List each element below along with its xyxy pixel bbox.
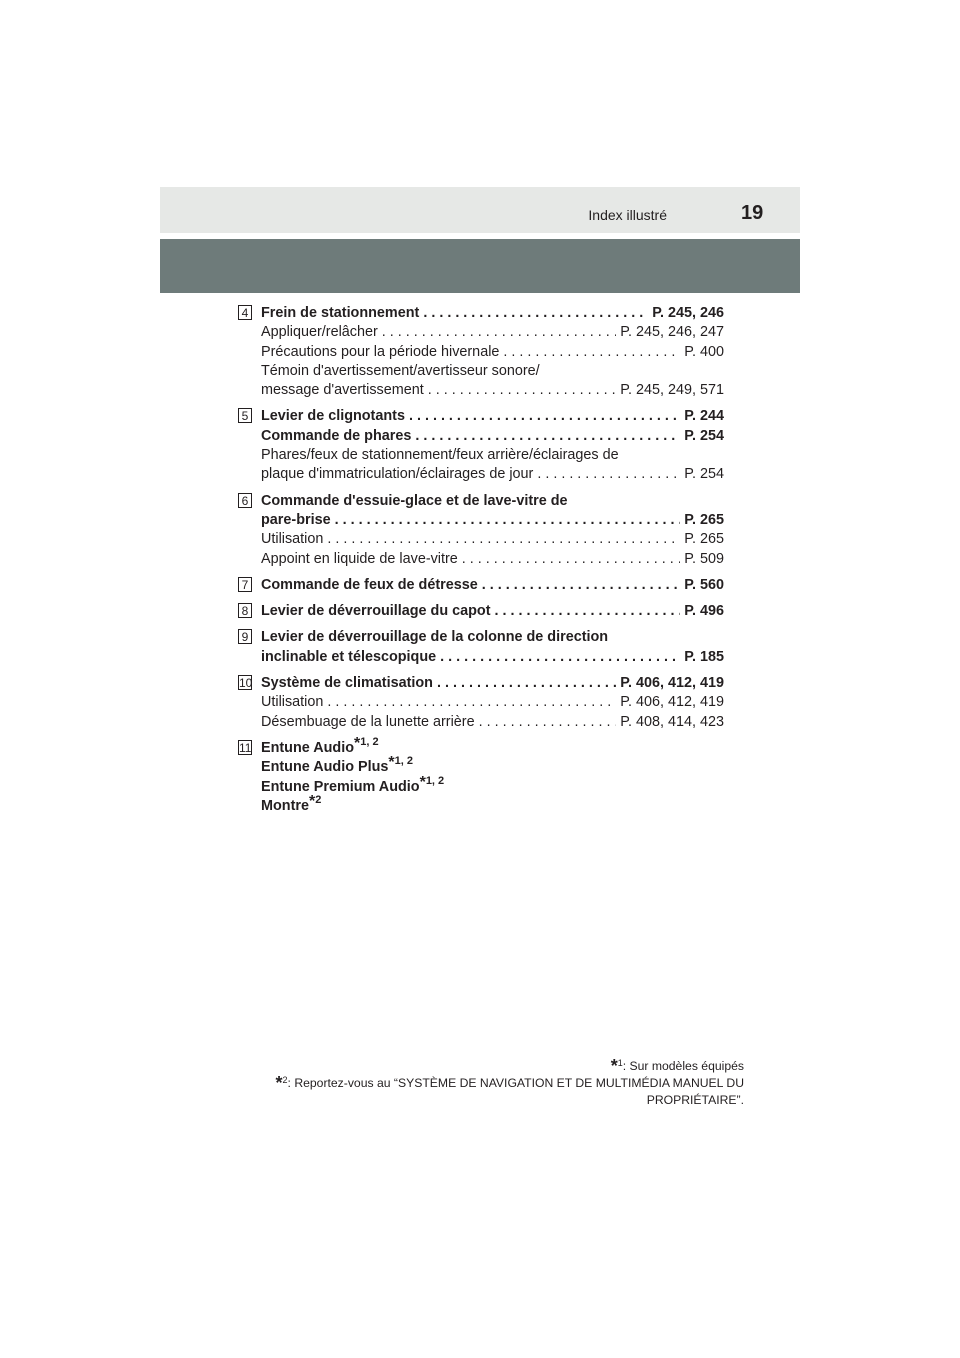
asterisk: * xyxy=(388,754,395,772)
index-label: plaque d'immatriculation/éclairages de jour xyxy=(261,466,534,483)
index-line xyxy=(261,427,724,446)
footnote-1 xyxy=(184,1058,744,1075)
index-line xyxy=(261,530,724,549)
audio-item-label: Entune Audio Plus xyxy=(261,759,389,776)
leader-dots xyxy=(335,511,681,530)
index-label: Levier de déverrouillage du capot xyxy=(261,603,491,620)
page-number: 19 xyxy=(741,202,764,224)
footnote-ref: 1, 2 xyxy=(425,774,445,787)
entry-number-badge: 10 xyxy=(239,676,253,691)
page-reference: P. 244 xyxy=(684,408,724,425)
audio-item xyxy=(261,792,724,816)
leader-dots xyxy=(482,576,681,595)
leader-dots xyxy=(479,713,617,732)
footnote-index: 2 xyxy=(282,1075,288,1085)
footnote-ref: 2 xyxy=(315,793,322,806)
footnote-asterisk: * xyxy=(610,1056,618,1076)
footnote-2 xyxy=(184,1075,744,1109)
asterisk: * xyxy=(419,773,426,791)
index-line xyxy=(261,465,724,484)
entry-number-badge: 7 xyxy=(238,577,252,592)
footnote-marker xyxy=(354,735,379,752)
leader-dots xyxy=(462,550,680,569)
page-reference: P. 400 xyxy=(684,343,724,360)
leader-dots xyxy=(382,323,616,342)
audio-item xyxy=(261,734,724,758)
leader-dots xyxy=(423,304,648,323)
page-reference: P. 496 xyxy=(684,603,724,620)
index-line xyxy=(261,674,724,693)
index-entry xyxy=(238,576,724,595)
index-line xyxy=(261,693,724,712)
leader-dots xyxy=(495,602,681,621)
index-line xyxy=(261,407,724,426)
section-title: Index illustré xyxy=(588,207,667,223)
index-line xyxy=(261,648,724,667)
index-line xyxy=(261,576,724,595)
index-label: Désembuage de la lunette arrière xyxy=(261,713,475,730)
index-label: pare-brise xyxy=(261,511,331,528)
section-banner xyxy=(160,239,800,293)
index-label: inclinable et télescopique xyxy=(261,648,437,665)
footnote-ref: 1, 2 xyxy=(394,755,413,768)
page-reference: P. 408, 414, 423 xyxy=(620,713,724,730)
leader-dots xyxy=(437,674,616,693)
index-entry xyxy=(238,407,724,484)
leader-dots xyxy=(409,407,680,426)
index-label: Appoint en liquide de lave-vitre xyxy=(261,550,458,567)
page-reference: P. 185 xyxy=(684,648,724,665)
index-entry xyxy=(238,628,724,667)
entry-number-badge: 9 xyxy=(238,629,252,644)
asterisk: * xyxy=(308,792,316,810)
audio-item-label: Montre xyxy=(261,797,309,814)
leader-dots xyxy=(327,693,616,712)
entry-number-badge: 6 xyxy=(238,493,252,508)
index-label: Commande de phares xyxy=(261,427,412,444)
index-label: Appliquer/relâcher xyxy=(261,324,378,341)
index-line xyxy=(261,304,724,323)
asterisk: * xyxy=(354,734,361,752)
page-reference: P. 254 xyxy=(684,427,724,444)
index-label: Frein de stationnement xyxy=(261,305,420,321)
leader-dots xyxy=(428,381,617,400)
page-reference: P. 265 xyxy=(684,511,724,528)
page-reference: P. 254 xyxy=(684,466,724,483)
page-reference: P. 406, 412, 419 xyxy=(620,694,724,711)
index-line xyxy=(261,323,724,342)
index-line: Levier de déverrouillage de la colonne de direction xyxy=(261,629,609,646)
index-line xyxy=(261,602,724,621)
index-line xyxy=(261,511,724,530)
index-line: Phares/feux de stationnement/feux arrière/éclairages de xyxy=(261,447,619,464)
leader-dots xyxy=(440,648,680,667)
footnote-text: : Reportez-vous au “SYSTÈME DE NAVIGATION ET DE MULTIMÉDIA MANUEL DU PROPRIÉTAIRE”. xyxy=(287,1076,744,1107)
index-entry xyxy=(238,304,724,400)
leader-dots xyxy=(415,427,680,446)
index-entry-audio xyxy=(238,734,724,816)
index-line xyxy=(261,343,724,362)
footnote-marker xyxy=(388,754,413,771)
footnote-marker xyxy=(420,774,445,791)
audio-item xyxy=(261,773,724,797)
index-entry xyxy=(238,492,724,569)
illustrated-index-list xyxy=(238,304,724,823)
index-line xyxy=(261,381,724,400)
index-entry xyxy=(238,674,724,732)
page-reference: P. 509 xyxy=(684,550,724,567)
page-reference: P. 245, 249, 571 xyxy=(620,382,724,399)
audio-item-label: Entune Premium Audio xyxy=(261,778,420,795)
header-band xyxy=(160,187,800,233)
page-reference: P. 245, 246, 247 xyxy=(620,324,724,341)
index-line: Témoin d'avertissement/avertisseur sonore/ xyxy=(261,362,540,379)
audio-item-label: Entune Audio xyxy=(261,739,354,756)
index-label: Précautions pour la période hivernale xyxy=(261,343,500,360)
entry-number-badge: 4 xyxy=(238,305,252,320)
leader-dots xyxy=(503,343,680,362)
page-reference: P. 406, 412, 419 xyxy=(620,675,724,692)
index-line: Commande d'essuie-glace et de lave-vitre de xyxy=(261,492,568,509)
index-label: Levier de clignotants xyxy=(261,408,405,425)
page-reference: P. 560 xyxy=(684,576,724,593)
entry-number-badge: 8 xyxy=(238,603,252,618)
page-reference: P. 245, 246 xyxy=(652,305,724,321)
entry-number-badge: 11 xyxy=(239,740,252,755)
footnote-asterisk: * xyxy=(275,1073,283,1093)
footnote-text: : Sur modèles équipés xyxy=(622,1059,744,1073)
footnote-index: 1 xyxy=(617,1058,623,1068)
footnotes xyxy=(184,1058,744,1109)
index-label: Utilisation xyxy=(261,694,324,711)
index-label: message d'avertissement xyxy=(261,382,424,399)
index-label: Commande de feux de détresse xyxy=(261,576,478,593)
index-label: Utilisation xyxy=(261,531,324,548)
index-label: Système de climatisation xyxy=(261,675,433,692)
entry-number-badge: 5 xyxy=(238,408,252,423)
index-line xyxy=(261,713,724,732)
footnote-ref: 1, 2 xyxy=(360,735,379,748)
index-line xyxy=(261,550,724,569)
audio-item xyxy=(261,754,724,777)
index-entry xyxy=(238,602,724,621)
footnote-marker xyxy=(309,793,321,810)
leader-dots xyxy=(327,530,680,549)
page-reference: P. 265 xyxy=(684,531,724,548)
leader-dots xyxy=(537,465,680,484)
